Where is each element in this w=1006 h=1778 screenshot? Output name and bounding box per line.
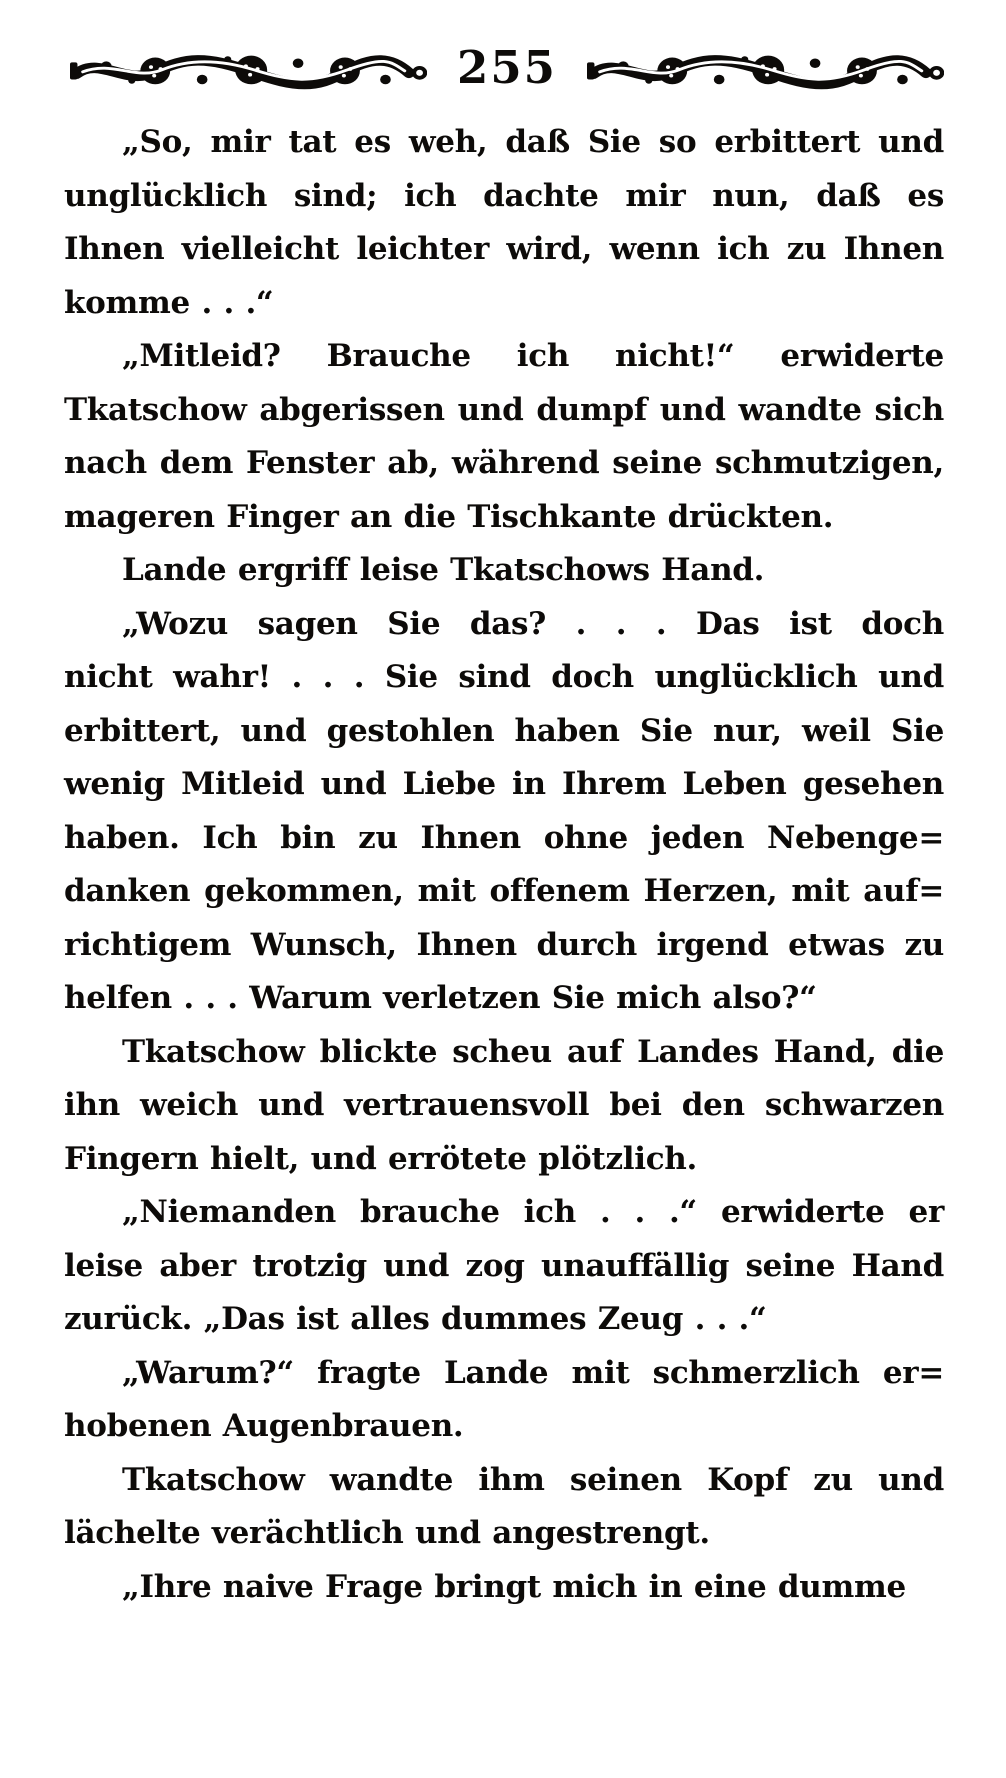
page-header <box>70 40 944 94</box>
text-line: „Mitleid? Brauche ich nicht!“ erwiderte <box>122 338 944 374</box>
text-line: leise aber trotzig und zog unauffällig seine Hand <box>64 1247 944 1284</box>
text-line: „Warum?“ fragte Lande mit schmerzlich er= <box>122 1354 944 1391</box>
paragraph <box>64 1561 944 1615</box>
text-line: komme . . .“ <box>64 284 274 321</box>
header-ornament-left-icon <box>70 48 427 90</box>
text-line: „So, mir tat es weh, daß Sie so erbittert und <box>122 124 944 160</box>
text-line: Tkatschow blickte scheu auf Landes Hand, die <box>122 1033 944 1070</box>
text-line: Tkatschow abgerissen und dumpf und wandte sich <box>64 391 944 428</box>
paragraph <box>64 1186 944 1347</box>
page-number: 255 <box>457 40 557 94</box>
text-line: Fingern hielt, und errötete plötzlich. <box>64 1140 698 1177</box>
paragraph <box>64 1454 944 1561</box>
paragraph <box>64 330 944 544</box>
text-line: „Ihre naive Frage bringt mich in eine dumme <box>122 1568 906 1605</box>
text-line: zurück. „Das ist alles dummes Zeug . . .“ <box>64 1301 767 1337</box>
paragraph <box>64 1026 944 1187</box>
text-line: nach dem Fenster ab, während seine schmutzigen, <box>64 445 944 481</box>
text-line: haben. Ich bin zu Ihnen ohne jeden Nebenge= <box>64 819 944 856</box>
text-line: Lande ergriff leise Tkatschows Hand. <box>122 552 765 588</box>
page-text <box>64 116 944 1614</box>
header-ornament-right-icon <box>587 48 944 90</box>
text-line: unglücklich sind; ich dachte mir nun, daß es <box>64 177 944 214</box>
text-line: ihn weich und vertrauensvoll bei den schwarzen <box>64 1087 944 1123</box>
text-line: nicht wahr! . . . Sie sind doch unglücklich und <box>64 659 944 695</box>
text-line: „Wozu sagen Sie das? . . . Das ist doch <box>122 605 944 642</box>
text-line: lächelte verächtlich und angestrengt. <box>64 1515 710 1551</box>
text-line: Ihnen vielleicht leichter wird, wenn ich zu Ihnen <box>64 231 944 267</box>
text-line: „Niemanden brauche ich . . .“ erwiderte er <box>122 1194 944 1230</box>
text-line: danken gekommen, mit offenem Herzen, mit auf= <box>64 873 944 909</box>
text-line: erbittert, und gestohlen haben Sie nur, weil Sie <box>64 712 944 749</box>
paragraph <box>64 116 944 330</box>
text-line: Tkatschow wandte ihm seinen Kopf zu und <box>122 1461 944 1498</box>
text-line: helfen . . . Warum verletzen Sie mich also?“ <box>64 980 817 1016</box>
text-line: hobenen Augenbrauen. <box>64 1408 464 1444</box>
paragraph <box>64 544 944 598</box>
text-line: mageren Finger an die Tischkante drückten. <box>64 498 834 535</box>
text-line: wenig Mitleid und Liebe in Ihrem Leben gesehen <box>64 766 944 802</box>
paragraph <box>64 598 944 1026</box>
text-line: richtigem Wunsch, Ihnen durch irgend etwas zu <box>64 926 944 963</box>
paragraph <box>64 1347 944 1454</box>
